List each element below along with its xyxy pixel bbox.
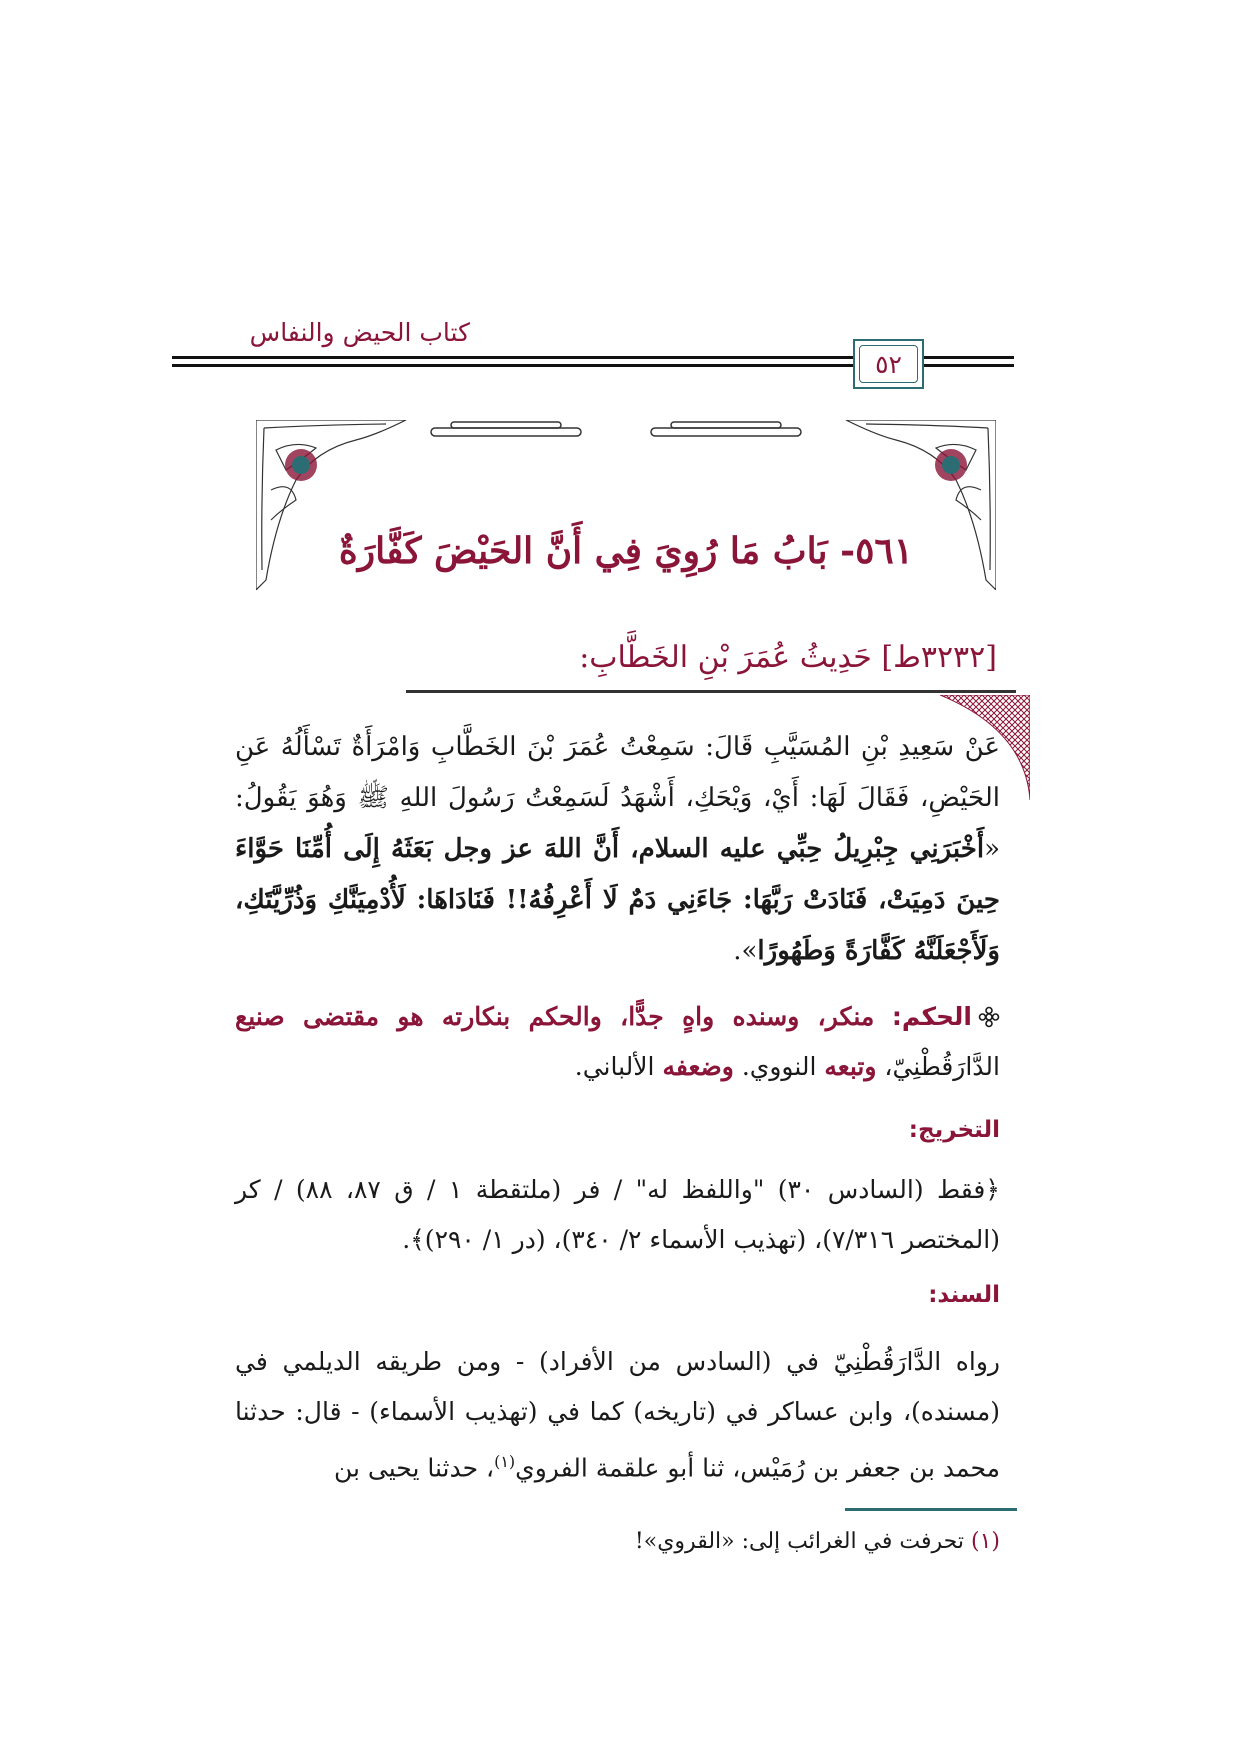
ruling-label: الحكم:: [891, 1002, 972, 1031]
footnote-number: (١): [970, 1529, 1000, 1554]
ruling-text-3: وتبعه: [824, 1052, 877, 1081]
sanad-heading: السند:: [928, 1282, 1000, 1308]
matn-intro: عَنْ سَعِيدِ بْنِ المُسَيَّبِ قَالَ: سَمِعْتُ عُمَرَ بْنَ الخَطَّابِ وَامْرَأَةٌ تَسْأَلُهُ عَنِ الحَيْضِ، فَقَالَ لَهَا: أَيْ، وَيْحَكِ، أَشْهَدُ لَسَمِعْتُ رَسُولَ اللهِ ﷺ وَهُوَ يَقُولُ: «: [235, 732, 1000, 864]
takhrij-text: ﴿فقط (السادس ٣٠) "واللفظ له" / فر (ملتقطة ١ / ق ٨٧، ٨٨) / كر (المختصر ٧/٣١٦)، (تهذيب الأسماء ٢/ ٣٤٠)، (در ١/ ٢٩٠)﴾.: [235, 1175, 1001, 1254]
hadith-title: حَدِيثُ عُمَرَ بْنِ الخَطَّابِ:: [579, 640, 872, 675]
page-number: ٥٢: [859, 345, 918, 383]
flower-icon: [978, 1006, 1000, 1028]
page-number-badge: [853, 339, 924, 389]
hadith-rule: [406, 690, 1016, 693]
ruling-text-2: الدَّارَقُطْنِيّ،: [884, 1052, 1000, 1081]
matn-end: ».: [733, 936, 758, 966]
chapter-title: ٥٦١- بَابُ مَا رُوِيَ فِي أَنَّ الحَيْضَ كَفَّارَةٌ: [338, 530, 914, 572]
takhrij-heading: التخريج:: [908, 1117, 1000, 1143]
footnote-marker[interactable]: (١): [494, 1452, 516, 1471]
ruling-text-6: الألباني.: [574, 1052, 655, 1081]
ruling-paragraph: [235, 992, 1000, 1092]
hadith-heading: [197, 640, 997, 675]
ruling-text-1: منكر، وسنده واهٍ جدًّا، والحكم بنكارته هو مقتضى صنيع: [235, 1002, 875, 1031]
running-title: كتاب الحيض والنفاس: [249, 318, 470, 347]
footnote-rule: [845, 1508, 1017, 1511]
ruling-text-5: وضعفه: [662, 1052, 734, 1081]
footnote-text: تحرفت في الغرائب إلى: «القروي»!: [634, 1529, 964, 1554]
hadith-matn: [235, 722, 1000, 977]
sanad-text: [235, 1337, 1000, 1493]
footnote: [235, 1520, 1000, 1564]
sanad-text-after: ، حدثنا يحيى بن: [333, 1453, 495, 1483]
ruling-text-4: النووي.: [741, 1052, 817, 1081]
matn-quote: أَخْبَرَنِي جِبْرِيلُ حِبِّي عليه السلام، أَنَّ اللهَ عز وجل بَعَثَهُ إِلَى أُمِّنَا حَوَّاءَ حِينَ دَمِيَتْ، فَنَادَتْ رَبَّهَا: جَاءَنِي دَمٌ لَا أَعْرِفُهُ!! فَنَادَاهَا: لَأُدْمِيَنَّكِ وَذُرِّيَّتَكِ، وَلَأَجْعَلَنَّهُ كَفَّارَةً وَطَهُورًا: [235, 834, 1000, 966]
sanad-text-before: رواه الدَّارَقُطْنِيّ في (السادس من الأفراد) - ومن طريقه الديلمي في (مسنده)، وابن عساكر في (تاريخه) كما في (تهذيب الأسماء) - قال: حدثنا محمد بن جعفر بن رُمَيْس، ثنا أبو علقمة الفروي: [235, 1347, 1000, 1483]
hadith-number: [٣٢٣٢ط]: [881, 640, 997, 675]
